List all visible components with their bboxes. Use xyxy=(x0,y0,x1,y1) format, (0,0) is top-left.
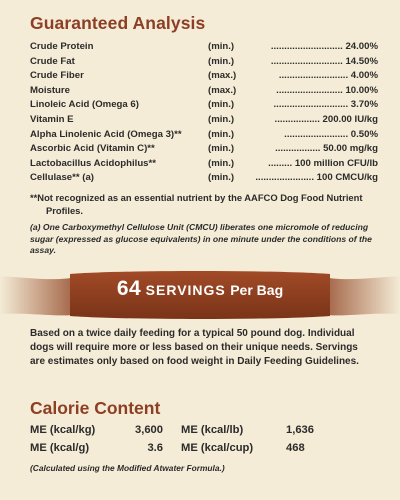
calorie-row xyxy=(30,439,380,457)
nutrient-row xyxy=(30,113,378,128)
guaranteed-analysis-title: Guaranteed Analysis xyxy=(30,13,206,33)
nutrient-name: Cellulase** (a) xyxy=(30,172,94,184)
calorie-value: 3.6 xyxy=(147,442,163,454)
nutrient-qualifier: (min.) xyxy=(208,41,235,52)
nutrient-qualifier: (min.) xyxy=(208,113,235,125)
nutrient-row xyxy=(30,84,378,99)
nutrient-row xyxy=(30,157,378,172)
nutrient-qualifier: (min.) xyxy=(208,143,235,155)
atwater-note: (Calculated using the Modified Atwater Formula.) xyxy=(30,463,225,473)
calorie-content-table xyxy=(30,421,380,457)
calorie-value: 468 xyxy=(286,442,305,454)
nutrient-name: Moisture xyxy=(30,84,70,96)
nutrient-name: Crude Protein xyxy=(30,41,94,52)
calorie-value: 1,636 xyxy=(286,424,314,436)
nutrient-value: ......... 100 million CFU/lb xyxy=(268,157,378,169)
calorie-content-title: Calorie Content xyxy=(30,398,161,418)
nutrient-name: Vitamin E xyxy=(30,113,74,125)
calorie-label: ME (kcal/cup) xyxy=(181,442,254,454)
servings-count: 64 xyxy=(116,277,142,300)
nutrient-qualifier: (min.) xyxy=(208,172,235,184)
nutrient-row xyxy=(30,128,378,143)
aafco-footnote: **Not recognized as an essential nutrient by the AAFCO Dog Food Nutrient Profiles. xyxy=(30,192,363,216)
servings-word: SERVINGS xyxy=(145,282,226,298)
nutrient-qualifier: (max.) xyxy=(208,84,237,96)
cmcu-footnote: (a) One Carboxymethyl Cellulose Unit (CMCU) liberates one micromole of reducing sugar (expressed as glucose equivalents) in one minute under the conditions of the assay. xyxy=(30,222,372,256)
nutrient-value: ................. 50.00 mg/kg xyxy=(275,143,378,155)
nutrient-qualifier: (max.) xyxy=(208,70,237,82)
nutrient-row xyxy=(30,69,378,84)
nutrient-qualifier: (min.) xyxy=(208,157,235,169)
nutrient-row xyxy=(30,142,378,157)
nutrient-name: Alpha Linolenic Acid (Omega 3)** xyxy=(30,128,182,140)
nutrient-qualifier: (min.) xyxy=(208,99,235,111)
nutrient-value: ................. 200.00 IU/kg xyxy=(274,113,378,125)
nutrient-value: ......................... 10.00% xyxy=(276,84,378,96)
nutrient-row xyxy=(30,55,378,70)
calorie-row xyxy=(30,421,380,439)
nutrient-name: Ascorbic Acid (Vitamin C)** xyxy=(30,143,155,155)
servings-banner-text xyxy=(0,277,400,301)
calorie-label: ME (kcal/lb) xyxy=(181,424,244,436)
servings-per-bag: Per Bag xyxy=(230,282,284,298)
nutrient-qualifier: (min.) xyxy=(208,128,235,140)
guaranteed-analysis-table xyxy=(30,40,378,186)
calorie-label: ME (kcal/kg) xyxy=(30,424,96,436)
servings-description: Based on a twice daily feeding for a typical 50 pound dog. Individual dogs will require more or less based on their unique needs. Servings are estimates only based on food weight in Daily Feeding Guidelines. xyxy=(30,328,359,368)
nutrient-value: ........................... 24.00% xyxy=(270,41,378,52)
nutrient-value: ........................... 14.50% xyxy=(270,55,378,67)
calorie-value: 3,600 xyxy=(135,424,163,436)
nutrient-name: Crude Fiber xyxy=(30,70,84,82)
nutrient-value: ...................... 100 CMCU/kg xyxy=(255,172,378,184)
servings-banner xyxy=(0,268,400,322)
nutrient-row xyxy=(30,98,378,113)
nutrient-value: .......................... 4.00% xyxy=(278,70,378,82)
calorie-label: ME (kcal/g) xyxy=(30,442,90,454)
nutrient-row xyxy=(30,171,378,186)
nutrient-name: Linoleic Acid (Omega 6) xyxy=(30,99,139,111)
nutrient-name: Crude Fat xyxy=(30,55,75,67)
nutrient-value: ............................ 3.70% xyxy=(273,99,378,111)
nutrient-value: ........................ 0.50% xyxy=(284,128,378,140)
nutrient-qualifier: (min.) xyxy=(208,55,235,67)
nutrient-row xyxy=(30,40,378,55)
nutrient-name: Lactobacillus Acidophilus** xyxy=(30,157,156,169)
